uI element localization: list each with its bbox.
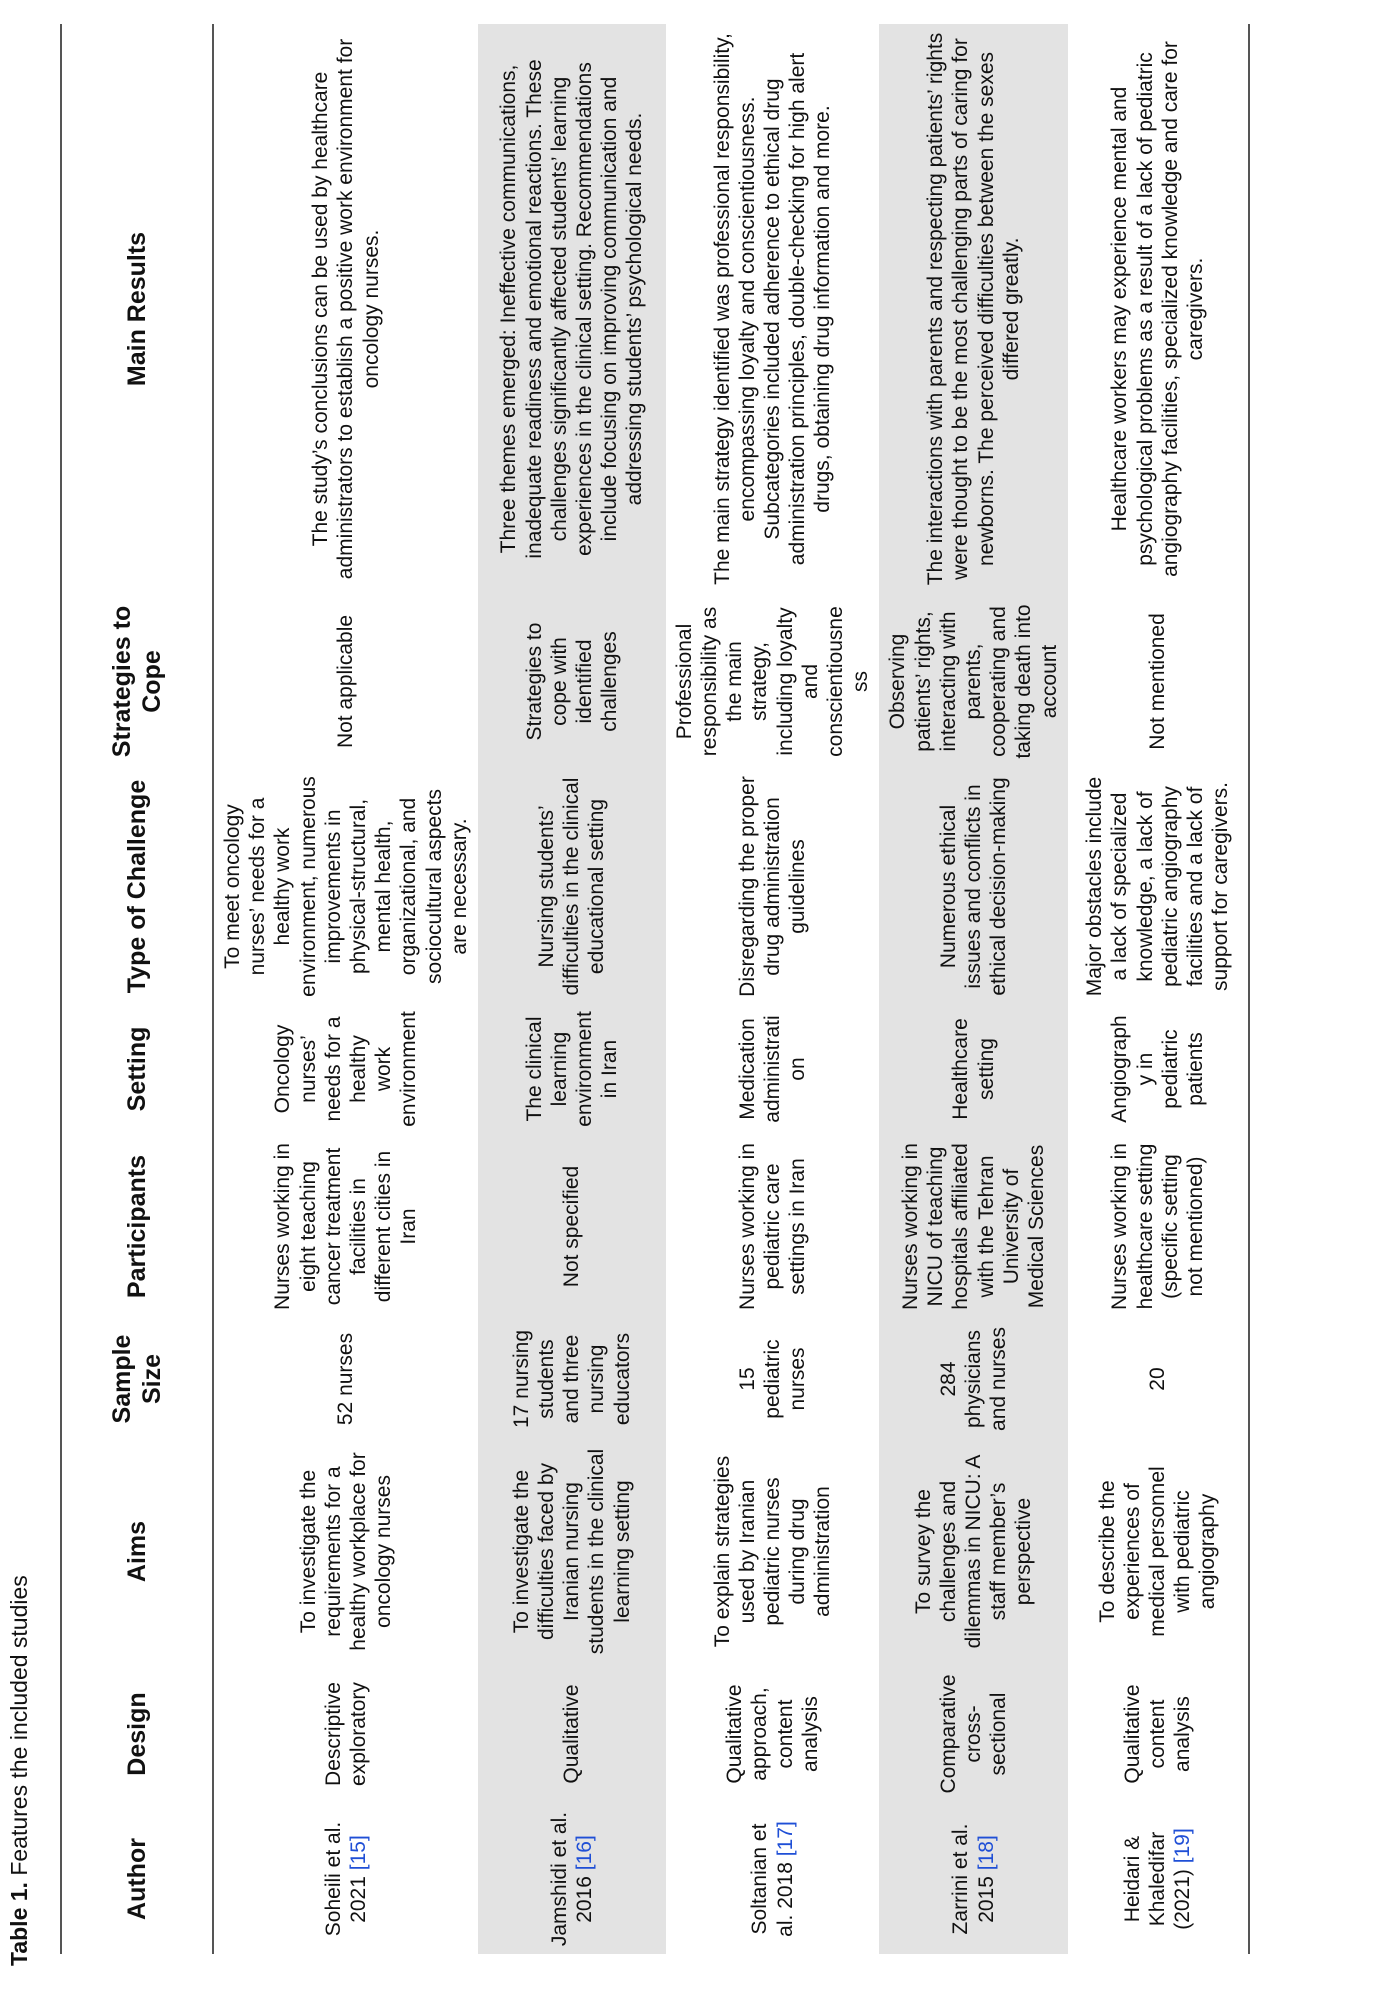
- author-name: Jamshidi et al. 2016: [547, 1811, 596, 1947]
- cell-author: [666, 1804, 880, 1954]
- cell-participants: Nurses working in pediatric care settings in Iran: [735, 1143, 810, 1310]
- cell-design: Descriptive exploratory: [321, 1682, 370, 1786]
- reference-link[interactable]: [18]: [974, 1835, 998, 1871]
- cell-type-of-challenge: Disregarding the proper drug administration guidelines: [735, 776, 810, 997]
- cell-participants: Nurses working in eight teaching cancer treatment facilities in different cities in Iran: [271, 1143, 421, 1310]
- cell-main-results: The study’s conclusions can be used by healthcare administrators to establish a positive work environment for oncology nurses.: [309, 38, 383, 580]
- header-design: Design: [61, 1664, 213, 1804]
- cell-main-results: Three themes emerged: Ineffective communications, inadequate readiness and emotional reactions. These challenges significantly affected students’ learning experiences in the clinical setting. Recommendations include focusing on improving communication and addressing students’ psychological needs.: [478, 24, 666, 594]
- reference-link[interactable]: [17]: [773, 1821, 797, 1857]
- cell-setting: Oncology nurses’ needs for a healthy work environment: [271, 1011, 421, 1127]
- cell-sample-size: 52 nurses: [334, 1332, 358, 1426]
- header-row: [61, 24, 213, 1954]
- header-participants: Participants: [61, 1134, 213, 1319]
- cell-author: [1068, 1804, 1249, 1954]
- cell-design: Qualitative content analysis: [1068, 1664, 1249, 1804]
- cell-design: Qualitative approach, content analysis: [723, 1684, 822, 1784]
- table-row: [666, 24, 880, 1954]
- header-aims: Aims: [61, 1439, 213, 1664]
- author-name: Zarrini et al. 2015: [949, 1823, 998, 1935]
- cell-aims: To describe the experiences of medical personnel with pediatric angiography: [1068, 1439, 1249, 1664]
- author-name: Soltanian et al. 2018: [748, 1823, 797, 1937]
- cell-author: [478, 1804, 666, 1954]
- cell-main-results: Healthcare workers may experience mental and psychological problems as a result of a lack of pediatric angiography facilities, specialized knowledge and care for caregivers.: [1068, 24, 1249, 594]
- cell-aims: To investigate the difficulties faced by Iranian nursing students in the clinical learning setting: [478, 1439, 666, 1664]
- table-caption-label: Table 1.: [6, 1882, 32, 1966]
- author-name: Soheili et al. 2021: [321, 1821, 370, 1937]
- cell-strategies-to-cope: Not mentioned: [1068, 594, 1249, 769]
- table-row: [478, 24, 666, 1954]
- table-row: [1068, 24, 1249, 1954]
- header-setting: Setting: [61, 1004, 213, 1134]
- cell-author: [879, 1804, 1067, 1954]
- cell-participants: Not specified: [478, 1134, 666, 1319]
- table-row: [879, 24, 1067, 1954]
- cell-aims: To survey the challenges and dilemmas in NICU: A staff member’s perspective: [879, 1439, 1067, 1664]
- cell-strategies-to-cope: Not applicable: [334, 614, 358, 749]
- header-strategies-to-cope: Strategies to Cope: [61, 594, 213, 769]
- cell-author: [213, 1804, 478, 1954]
- cell-design: Qualitative: [478, 1664, 666, 1804]
- cell-setting: Medication administration: [735, 1015, 810, 1123]
- cell-sample-size: 20: [1068, 1319, 1249, 1439]
- cell-aims: To investigate the requirements for a healthy workplace for oncology nurses: [296, 1452, 396, 1651]
- cell-strategies-to-cope: Strategies to cope with identified challenges: [478, 594, 666, 769]
- header-sample-size: Sample Size: [61, 1319, 213, 1439]
- cell-main-results: The main strategy identified was professional responsibility, encompassing loyalty and conscientiousness. Subcategories included adherence to ethical drug administration principles, double-checking for high alert drugs, obtaining drug information and more.: [710, 33, 835, 585]
- reference-link[interactable]: [16]: [572, 1835, 596, 1871]
- cell-strategies-to-cope: Observing patients’ rights, interacting with parents, cooperating and taking death into account: [879, 594, 1067, 769]
- header-type-of-challenge: Type of Challenge: [61, 769, 213, 1004]
- cell-setting: The clinical learning environment in Iran: [478, 1004, 666, 1134]
- cell-sample-size: 17 nursing students and three nursing educators: [478, 1319, 666, 1439]
- header-main-results: Main Results: [61, 24, 213, 594]
- cell-type-of-challenge: Numerous ethical issues and conflicts in ethical decision-making: [879, 769, 1067, 1004]
- reference-link[interactable]: [15]: [346, 1835, 370, 1871]
- cell-main-results: The interactions with parents and respecting patients’ rights were thought to be the most challenging parts of caring for newborns. The perceived difficulties between the sexes differed greatly.: [879, 24, 1067, 594]
- cell-setting: Angiography in pediatric patients: [1068, 1004, 1249, 1134]
- header-author: Author: [61, 1804, 213, 1954]
- table-caption: [6, 1575, 33, 1966]
- table-caption-text: Features the included studies: [6, 1575, 32, 1883]
- reference-link[interactable]: [19]: [1171, 1828, 1195, 1864]
- table-row: [213, 24, 478, 1954]
- studies-table: [60, 24, 1250, 1954]
- cell-type-of-challenge: Nursing students’ difficulties in the clinical educational setting: [478, 769, 666, 1004]
- cell-sample-size: 284 physicians and nurses: [879, 1319, 1067, 1439]
- cell-strategies-to-cope: Professional responsibility as the main strategy, including loyalty and conscientiousness: [672, 606, 873, 757]
- cell-sample-size: 15 pediatric nurses: [735, 1339, 810, 1419]
- cell-aims: To explain strategies used by Iranian pediatric nurses during drug administration: [710, 1455, 835, 1648]
- cell-setting: Healthcare setting: [879, 1004, 1067, 1134]
- author-name: Heidari & Khaledifar (2021): [1120, 1831, 1195, 1930]
- cell-type-of-challenge: To meet oncology nurses’ needs for a healthy work environment, numerous improvements in physical-structural, mental health, organizational, and sociocultural aspects are necessary.: [221, 776, 471, 997]
- cell-type-of-challenge: Major obstacles include a lack of specialized knowledge, a lack of pediatric angiography facilities and a lack of support for caregivers.: [1068, 769, 1249, 1004]
- cell-participants: Nurses working in NICU of teaching hospitals affiliated with the Tehran University of Medical Sciences: [879, 1134, 1067, 1319]
- cell-participants: Nurses working in healthcare setting (specific setting not mentioned): [1068, 1134, 1249, 1319]
- cell-design: Comparative cross-sectional: [879, 1664, 1067, 1804]
